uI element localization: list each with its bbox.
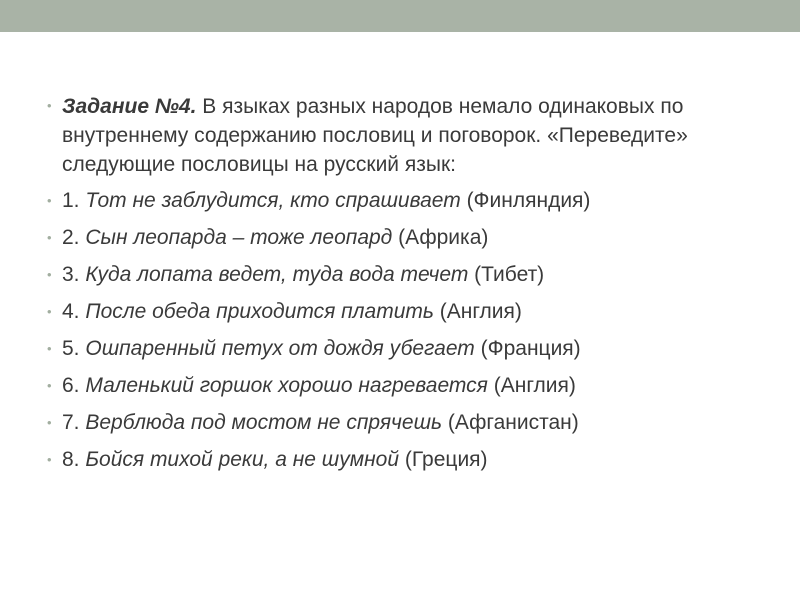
proverb-text: Маленький горшок хорошо нагревается [85, 374, 488, 397]
proverb-item-3 [40, 261, 760, 289]
proverb-country: (Англия) [433, 300, 522, 323]
proverb-number: 4. [62, 300, 86, 323]
proverb-item-8 [40, 446, 760, 474]
proverb-item-1 [40, 187, 760, 215]
task-item [40, 92, 760, 179]
proverb-text: После обеда приходится платить [85, 300, 434, 323]
proverb-country: (Тибет) [468, 263, 545, 286]
bullet-icon: • [47, 193, 52, 208]
bullet-icon: • [47, 304, 52, 319]
task-text: В языках разных народов немало одинаковых по внутреннему содержанию пословиц и поговорок. «Переведите» следующие пословицы на русский язык: [62, 95, 688, 176]
proverb-item-4 [40, 298, 760, 326]
proverb-number: 7. [62, 411, 86, 434]
bullet-icon: • [47, 267, 52, 282]
proverb-item-2 [40, 224, 760, 252]
proverb-number: 5. [62, 337, 86, 360]
proverb-item-5 [40, 335, 760, 363]
proverb-number: 3. [62, 263, 86, 286]
proverb-text: Куда лопата ведет, туда вода течет [85, 263, 469, 286]
proverb-number: 6. [62, 374, 86, 397]
proverb-text: Ошпаренный петух от дождя убегает [85, 337, 475, 360]
bullet-icon: • [47, 452, 52, 467]
proverb-text: Сын леопарда – тоже леопард [85, 226, 393, 249]
proverb-country: (Греция) [399, 448, 488, 471]
proverb-country: (Англия) [487, 374, 576, 397]
proverb-number: 2. [62, 226, 86, 249]
proverb-item-7 [40, 409, 760, 437]
proverb-text: Тот не заблудится, кто спрашивает [85, 189, 461, 212]
bullet-list [40, 92, 760, 483]
bullet-icon: • [47, 415, 52, 430]
header-bar [0, 0, 800, 32]
proverb-number: 8. [62, 448, 86, 471]
proverb-number: 1. [62, 189, 86, 212]
bullet-icon: • [47, 230, 52, 245]
bullet-icon: • [47, 98, 52, 113]
proverb-country: (Франция) [474, 337, 581, 360]
task-label: Задание №4. [62, 95, 197, 118]
proverb-item-6 [40, 372, 760, 400]
proverb-text: Верблюда под мостом не спрячешь [85, 411, 443, 434]
proverb-country: (Африка) [392, 226, 489, 249]
bullet-icon: • [47, 378, 52, 393]
bullet-icon: • [47, 341, 52, 356]
proverb-country: (Финляндия) [460, 189, 591, 212]
proverb-country: (Афганистан) [442, 411, 579, 434]
proverb-text: Бойся тихой реки, а не шумной [85, 448, 400, 471]
